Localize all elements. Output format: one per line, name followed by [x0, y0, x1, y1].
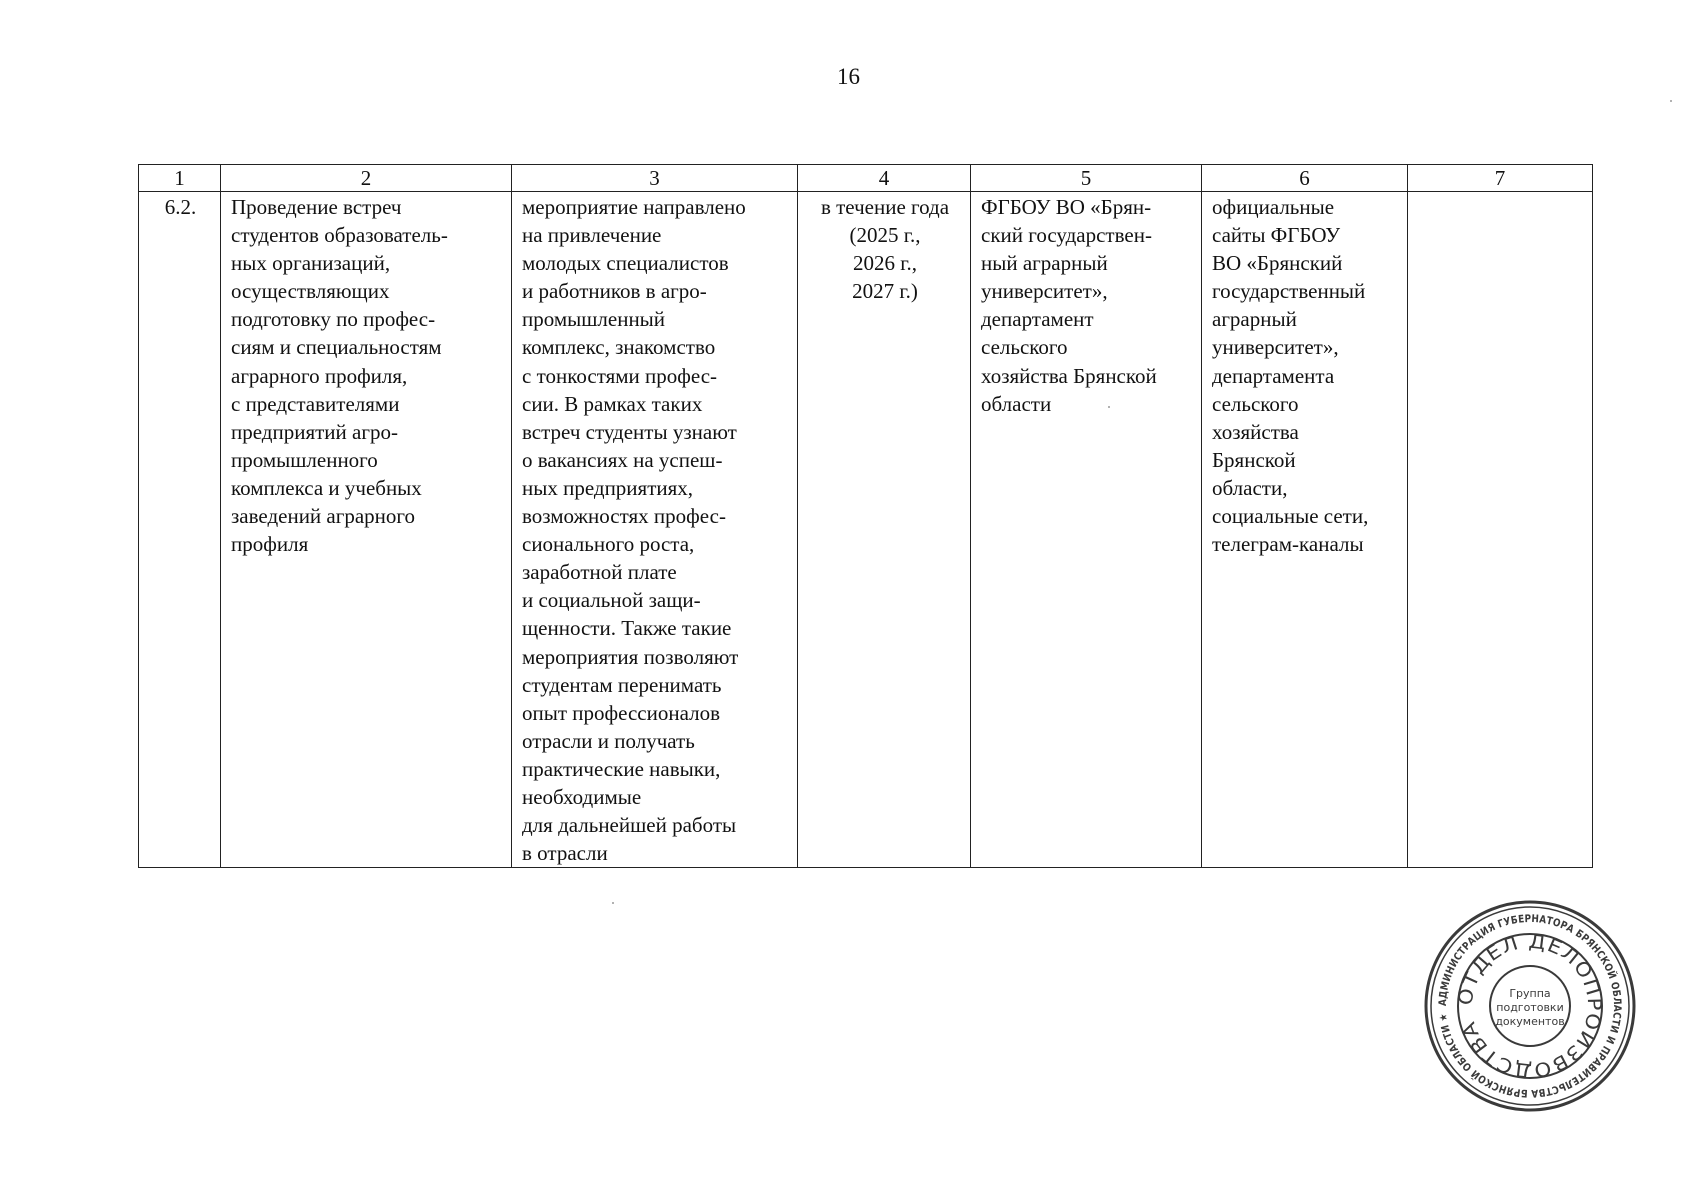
table-row	[139, 192, 1593, 868]
event-description: мероприятие направлено на привлечение молодых специалистов и работников в агро- промышленный комплекс, знакомство с тонкостями профес- сии. В рамках таких встреч студенты узнают о вакансиях на успеш- ных предприятиях, возможностях профес- сионального роста, заработной плате и социальной защи- щенности. Также такие мероприятия позволяют студентам перенимать опыт профессионалов отрасли и получать практические навыки, необходимые для дальнейшей работы в отрасли	[522, 195, 746, 866]
sources-cell	[1202, 192, 1408, 868]
stamp-center-line-2: подготовки	[1496, 1001, 1564, 1014]
measures-table	[138, 164, 1593, 868]
stamp-outer-text: АДМИНИСТРАЦИЯ ГУБЕРНАТОРА БРЯНСКОЙ ОБЛАСТИ И ПРАВИТЕЛЬСТВА БРЯНСКОЙ ОБЛАСТИ ★	[1436, 912, 1624, 1100]
responsible-executors: ФГБОУ ВО «Брян- ский государствен- ный аграрный университет», департамент сельского хозяйства Брянской области	[981, 195, 1157, 416]
item-number: 6.2.	[164, 195, 197, 219]
column-number-4: 4	[798, 165, 971, 192]
description-cell	[512, 192, 798, 868]
responsible-cell	[971, 192, 1202, 868]
period-cell	[798, 192, 971, 868]
execution-period: в течение года (2025 г., 2026 г., 2027 г.)	[820, 195, 950, 304]
column-number-5: 5	[971, 165, 1202, 192]
stamp-inner-text: ОТДЕЛ ДЕЛОПРОИЗВОДСТВА	[1454, 930, 1606, 1082]
stamp-center-line-1: Группа	[1509, 987, 1551, 1000]
event-name: Проведение встреч студентов образователь- ных организаций, осуществляющих подготовку по профес- сиям и специальностям аграрного профиля, с представителями предприятий агро- промышленного комплекса и учебных заведений аграрного профиля	[231, 195, 448, 557]
page-number: 16	[837, 64, 860, 89]
official-stamp	[1422, 898, 1638, 1114]
scan-speck	[1670, 100, 1672, 102]
column-number-7: 7	[1408, 165, 1593, 192]
scan-speck	[612, 902, 614, 904]
column-number-1: 1	[139, 165, 221, 192]
event-name-cell	[221, 192, 512, 868]
item-number-cell	[139, 192, 221, 868]
scan-speck	[1108, 406, 1110, 408]
column-number-6: 6	[1202, 165, 1408, 192]
column-number-2: 2	[221, 165, 512, 192]
column-number-3: 3	[512, 165, 798, 192]
stamp-center-line-3: документов	[1495, 1015, 1565, 1028]
column-7-cell	[1408, 192, 1593, 868]
column-number-row	[139, 165, 1593, 192]
information-sources: официальные сайты ФГБОУ ВО «Брянский государственный аграрный университет», департамента сельского хозяйства Брянской области, социальные сети, телеграм-каналы	[1212, 195, 1369, 557]
